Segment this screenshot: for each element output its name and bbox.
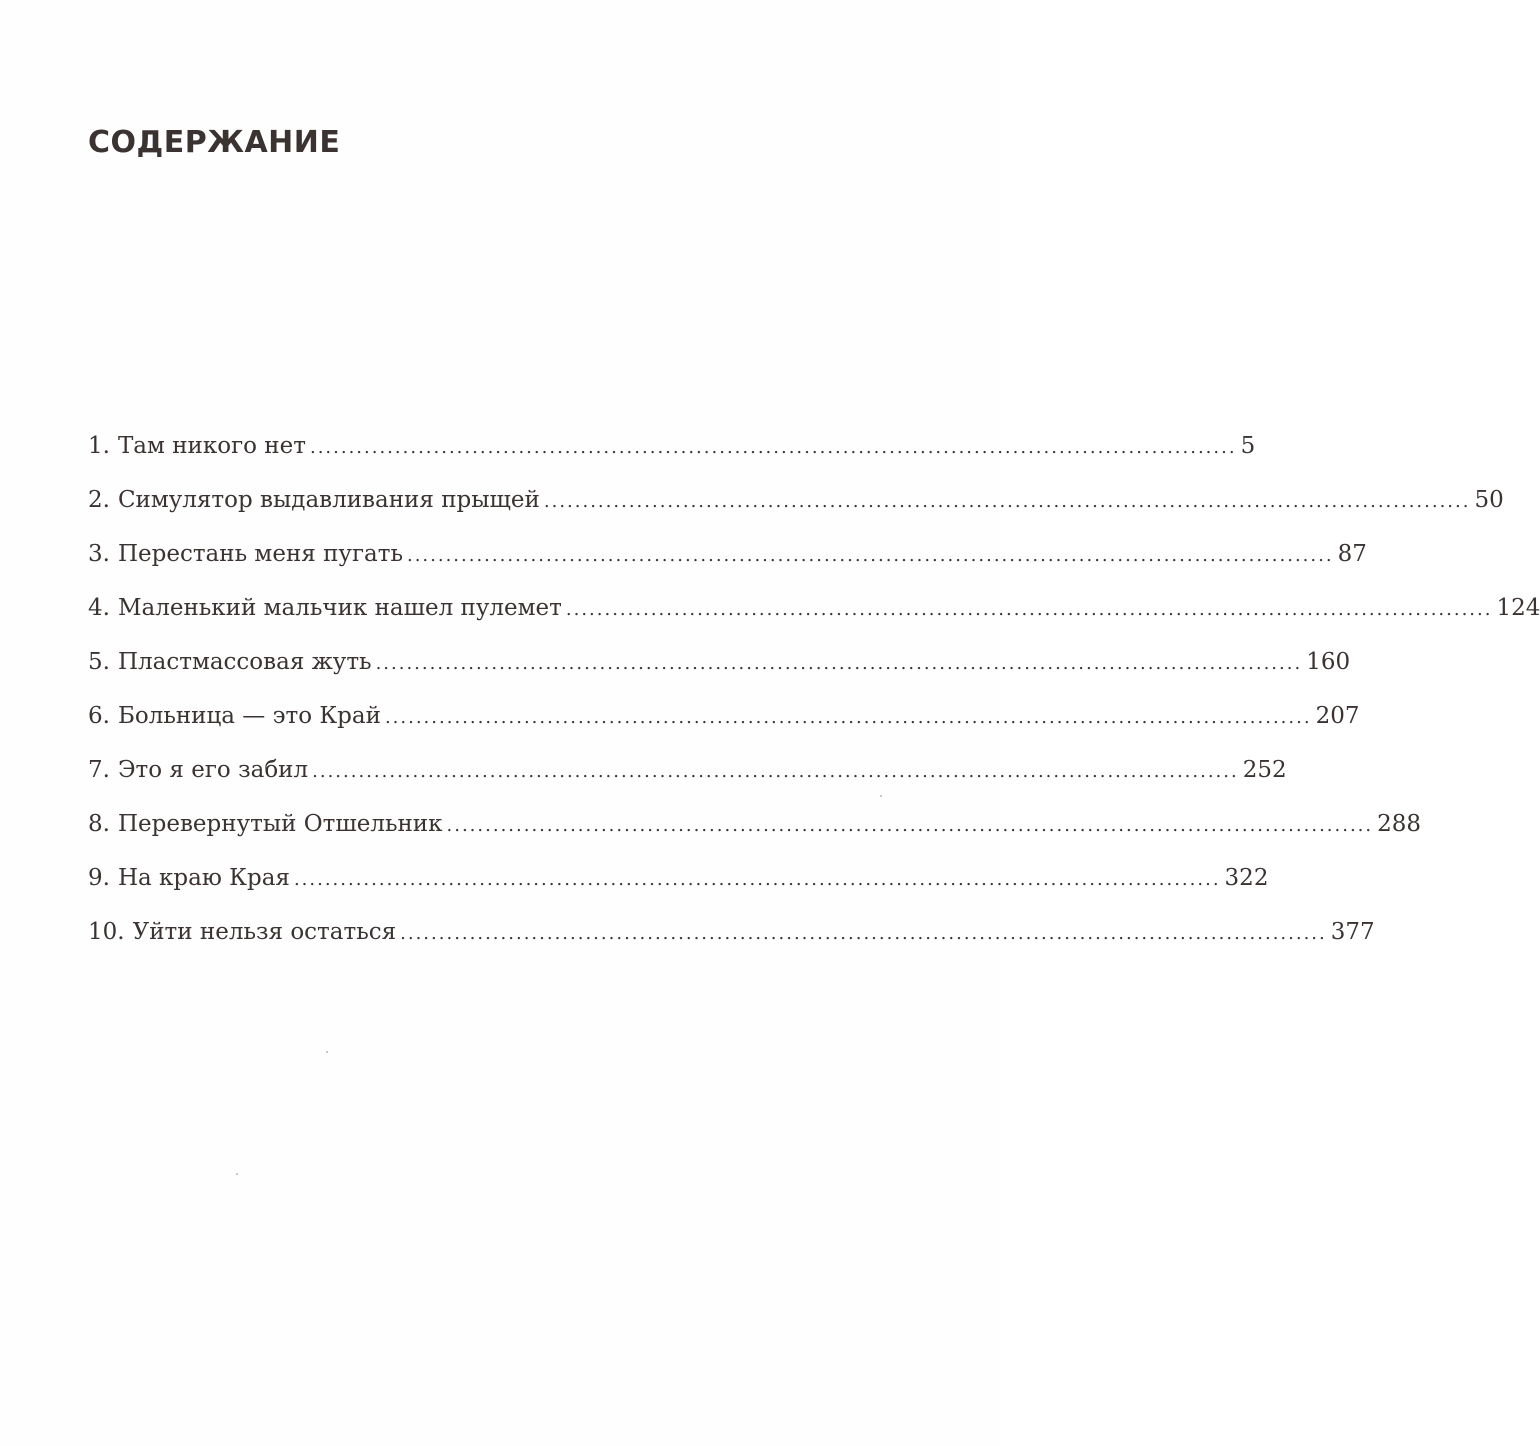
dot-leader: ........................................................................................................................ xyxy=(446,815,1374,836)
toc-entry xyxy=(88,919,1375,973)
chapter-title: Перевернутый Отшельник xyxy=(117,811,443,837)
toc-entry xyxy=(88,541,1367,595)
chapter-title: Там никого нет xyxy=(117,433,306,459)
chapter-number: 10. xyxy=(88,919,125,945)
page-number: 207 xyxy=(1315,703,1360,729)
page-number: 87 xyxy=(1337,541,1367,567)
chapter-title: Пластмассовая жуть xyxy=(117,649,372,675)
toc-entry xyxy=(88,703,1360,757)
page-number: 252 xyxy=(1242,757,1287,783)
dot-leader: ........................................................................................................................ xyxy=(400,923,1327,944)
toc-entry xyxy=(88,433,1256,487)
dot-leader: ........................................................................................................................ xyxy=(543,491,1471,512)
page-number: 322 xyxy=(1224,865,1269,891)
chapter-number: 4. xyxy=(88,595,110,621)
page-number: 5 xyxy=(1240,433,1256,459)
chapter-number: 3. xyxy=(88,541,110,567)
toc-entry xyxy=(88,757,1287,811)
dot-leader: ........................................................................................................................ xyxy=(384,707,1312,728)
dot-leader: ........................................................................................................................ xyxy=(375,653,1303,674)
page-number: 160 xyxy=(1306,649,1351,675)
dot-leader: ........................................................................................................................ xyxy=(293,869,1221,890)
chapter-number: 6. xyxy=(88,703,110,729)
paper-speck xyxy=(880,795,882,797)
page-number: 377 xyxy=(1330,919,1375,945)
dot-leader: ........................................................................................................................ xyxy=(309,437,1237,458)
toc-entry xyxy=(88,649,1351,703)
dot-leader: ........................................................................................................................ xyxy=(312,761,1239,782)
paper-speck xyxy=(326,1051,328,1053)
chapter-title: Перестань меня пугать xyxy=(117,541,403,567)
chapter-number: 8. xyxy=(88,811,110,837)
chapter-number: 5. xyxy=(88,649,110,675)
page-number: 124 xyxy=(1496,595,1540,621)
toc-entry xyxy=(88,487,1504,541)
toc-entry xyxy=(88,595,1540,649)
toc-entry xyxy=(88,865,1269,919)
page-number: 288 xyxy=(1377,811,1422,837)
page-title: СОДЕРЖАНИЕ xyxy=(88,125,341,160)
table-of-contents xyxy=(88,433,1540,973)
paper-speck xyxy=(236,1173,238,1175)
toc-entry xyxy=(88,811,1422,865)
dot-leader: ........................................................................................................................ xyxy=(406,545,1334,566)
chapter-title: На краю Края xyxy=(117,865,290,891)
chapter-title: Это я его забил xyxy=(117,757,309,783)
chapter-number: 7. xyxy=(88,757,110,783)
chapter-number: 2. xyxy=(88,487,110,513)
chapter-number: 1. xyxy=(88,433,110,459)
page-number: 50 xyxy=(1474,487,1504,513)
chapter-title: Уйти нельзя остаться xyxy=(132,919,397,945)
dot-leader: ........................................................................................................................ xyxy=(565,599,1493,620)
chapter-title: Симулятор выдавливания прыщей xyxy=(117,487,540,513)
chapter-title: Больница — это Край xyxy=(117,703,381,729)
chapter-title: Маленький мальчик нашел пулемет xyxy=(117,595,562,621)
chapter-number: 9. xyxy=(88,865,110,891)
